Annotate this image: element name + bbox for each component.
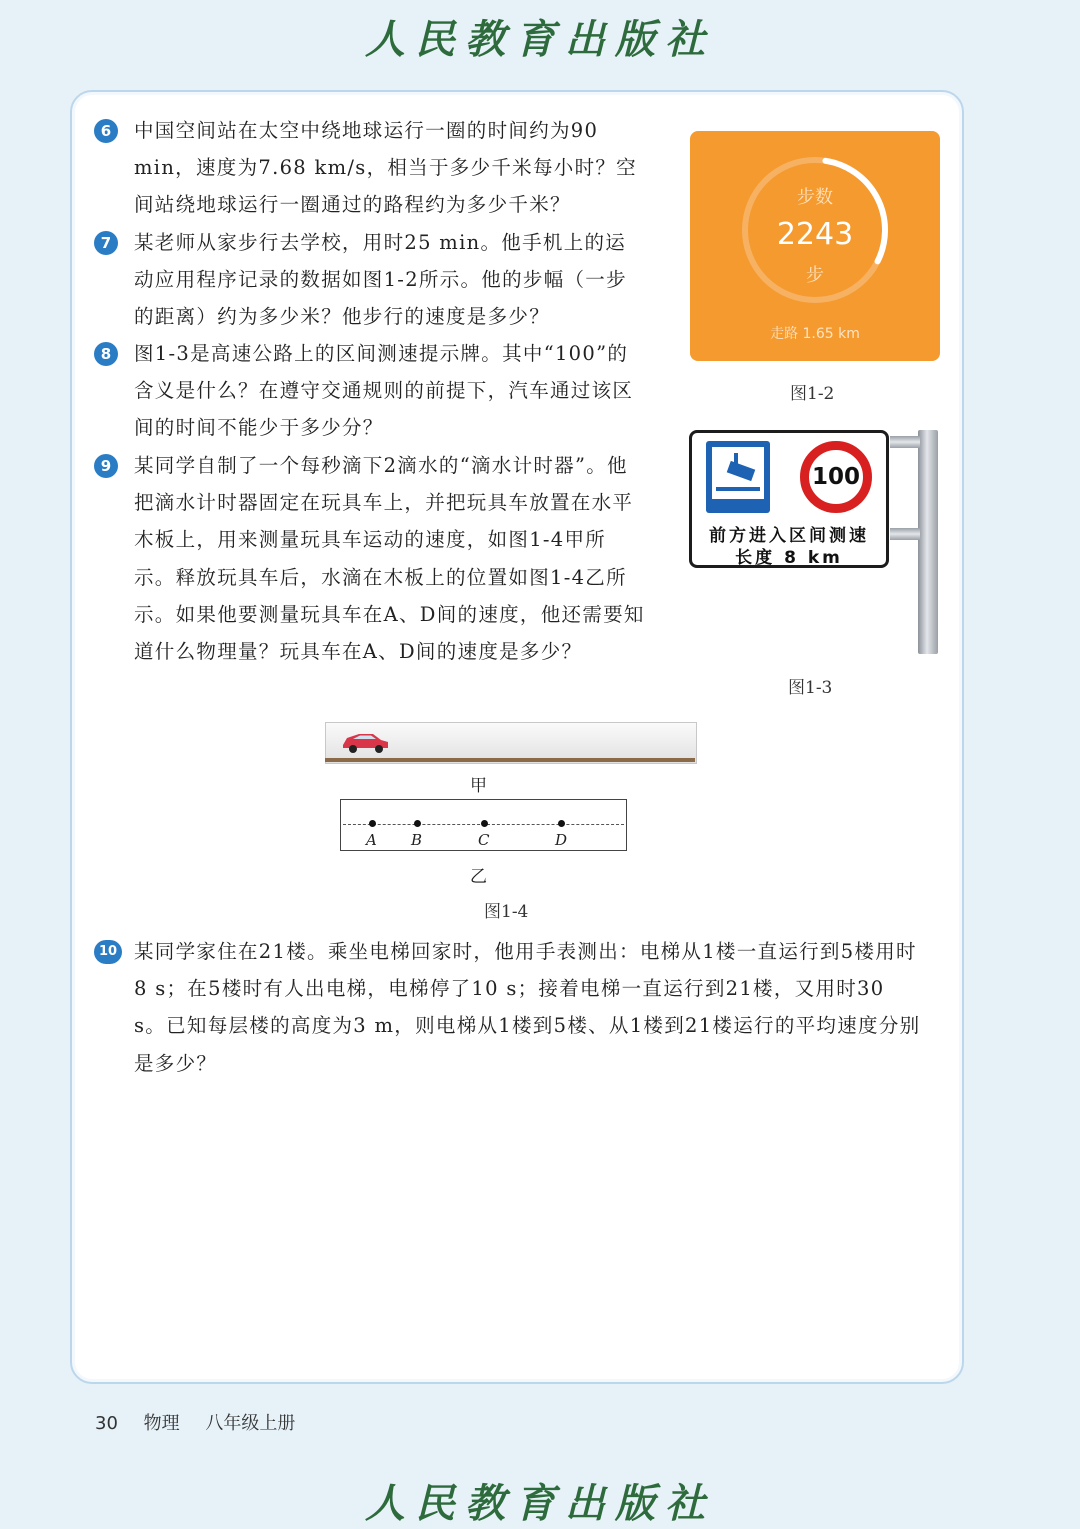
question-number-badge: 9 [94,454,118,478]
question-number-badge: 8 [94,342,118,366]
steps-label: 步数 [797,187,833,208]
question-text: 某同学自制了一个每秒滴下2滴水的“滴水计时器”。他把滴水计时器固定在玩具车上，并把玩具车放置在水平木板上，用来测量玩具车运动的速度，如图1-4甲所示。释放玩具车后，水滴在木板上的位置如图1-4乙所示。如果他要测量玩具车在A、D间的速度，他还需要知道什么物理量？玩具车在A、D间的速度是多少？ [134,454,645,664]
publisher-watermark-bottom: 人民教育出版社 [365,1480,715,1527]
point-label-a: A [366,831,377,849]
page-number: 30 [95,1413,118,1434]
speed-check-sign [689,430,889,568]
steps-unit: 步 [806,265,824,286]
sign-pole [918,430,938,654]
figure-caption-1-2: 图1-2 [790,384,835,404]
speed-limit-sign: 100 [800,441,872,513]
drop-point-c [481,820,488,827]
subfigure-label-jia: 甲 [470,776,487,796]
sign-text-line2: 长度 8 km [735,548,843,568]
walk-distance: 走路 1.65 km [770,326,860,342]
question-6 [94,112,646,224]
grade-name: 八年级上册 [205,1413,296,1434]
subject-name: 物理 [143,1413,180,1434]
sign-arm [890,436,920,448]
question-number-badge: 6 [94,119,118,143]
question-8 [94,335,646,447]
sign-arm [890,528,920,540]
point-label-c: C [478,831,490,849]
question-10 [94,933,924,1083]
figure-caption-1-3: 图1-3 [788,678,833,698]
toy-car-icon [339,731,391,755]
question-number-badge: 7 [94,231,118,255]
board-base [325,758,695,762]
page-footer [95,1409,315,1435]
step-counter-figure [690,131,940,361]
question-text: 某同学家住在21楼。乘坐电梯回家时，他用手表测出：电梯从1楼一直运行到5楼用时8 s；在5楼时有人出电梯，电梯停了10 s；接着电梯一直运行到21楼，又用时30 s。已知每层楼的高度为3 m，则电梯从1楼到5楼、从1楼到21楼运行的平均速度分别是多少？ [134,940,921,1075]
figure-caption-1-4: 图1-4 [484,902,529,922]
question-text: 中国空间站在太空中绕地球运行一圈的时间约为90 min，速度为7.68 km/s，相当于多少千米每小时？空间站绕地球运行一圈通过的路程约为多少千米？ [134,119,637,217]
question-text: 图1-3是高速公路上的区间测速提示牌。其中“100”的含义是什么？在遵守交通规则的前提下，汽车通过该区间的时间不能少于多少分？ [134,342,634,440]
subfigure-label-yi: 乙 [470,867,487,887]
drop-point-d [558,820,565,827]
camera-icon [706,441,770,513]
drop-point-a [369,820,376,827]
question-9 [94,447,646,709]
question-number-badge: 10 [94,940,122,964]
point-label-d: D [555,831,568,849]
drop-point-b [414,820,421,827]
publisher-watermark-top: 人民教育出版社 [365,16,715,63]
sign-text-line1: 前方进入区间测速 [709,526,869,546]
question-text: 某老师从家步行去学校，用时25 min。他手机上的运动应用程序记录的数据如图1-2所示。他的步幅（一步的距离）约为多少米？他步行的速度是多少？ [134,231,627,329]
steps-count: 2243 [776,217,854,252]
question-7 [94,224,646,336]
drip-tape [340,799,627,851]
point-label-b: B [411,831,423,849]
